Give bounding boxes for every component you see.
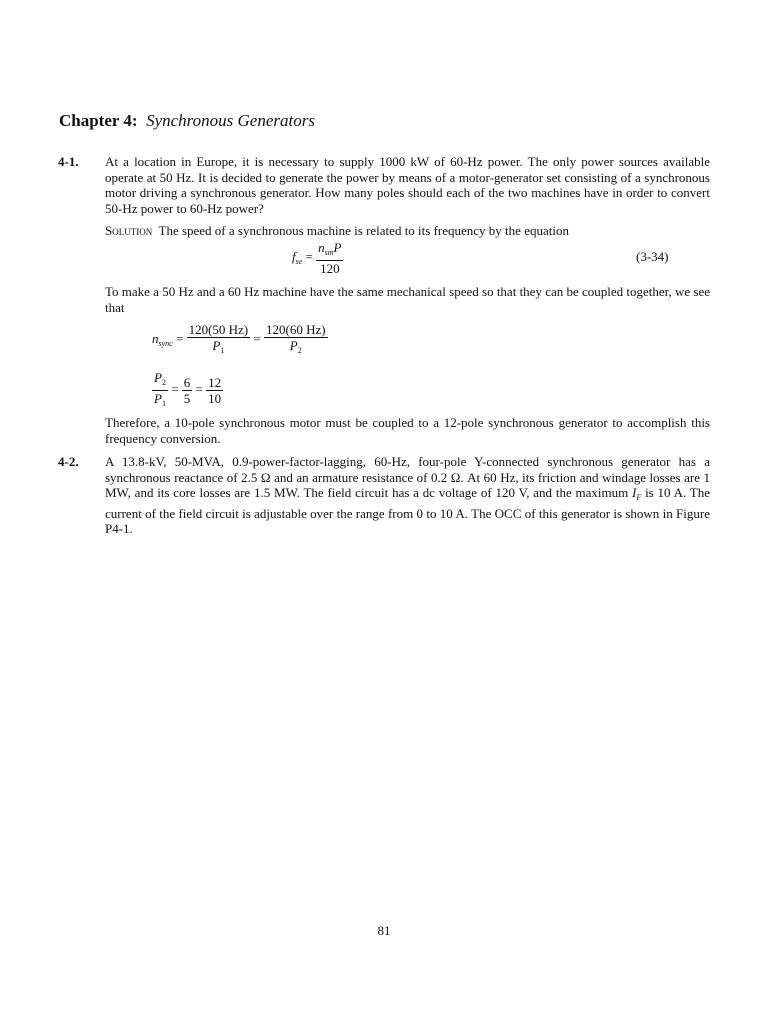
eq-subscript: sync <box>158 338 173 348</box>
eq-variable: P <box>212 338 221 353</box>
solution-label: Solution <box>105 223 153 238</box>
equation-number: (3-34) <box>636 249 669 264</box>
eq-subscript: sm <box>324 248 334 257</box>
eq-variable: P <box>154 370 162 385</box>
fraction <box>316 240 343 276</box>
equation-pole-ratio <box>152 370 223 411</box>
paragraph-coupling: To make a 50 Hz and a 60 Hz machine have the same mechanical speed so that they can be coupled together, we see that <box>105 284 710 315</box>
chapter-colon: : <box>131 111 138 130</box>
eq-subscript: 2 <box>161 378 166 387</box>
equals-sign: = <box>175 330 184 346</box>
eq-subscript: F <box>636 493 642 503</box>
eq-subscript: 2 <box>297 346 302 355</box>
eq-variable: I <box>632 485 637 501</box>
eq-subscript: se <box>295 256 303 266</box>
eq-variable: P <box>154 391 162 406</box>
fraction-numerator: 120(60 Hz) <box>265 322 326 337</box>
eq-variable: P <box>333 240 342 255</box>
equals-sign: = <box>305 248 313 264</box>
eq-symbol: n <box>152 330 159 346</box>
problem-statement: At a location in Europe, it is necessary to supply 1000 kW of 60-Hz power. The only power sources available operate at 50 Hz. It is decided to generate the power by means of a motor-generator set consisting of a synchronous motor driving a synchronous generator. How many poles should each of the two machines have in order to convert 50-Hz power to 60-Hz power? <box>105 154 710 216</box>
chapter-title: Synchronous Generators <box>146 111 315 130</box>
fraction <box>182 375 193 406</box>
equals-sign: = <box>253 330 261 346</box>
equals-sign: = <box>195 381 203 397</box>
solution-intro-text: The speed of a synchronous machine is related to its frequency by the equation <box>158 223 569 238</box>
fraction <box>187 322 251 358</box>
eq-subscript: 1 <box>220 346 225 355</box>
fraction <box>206 375 223 406</box>
fraction-denominator <box>264 337 328 358</box>
fraction-numerator: 12 <box>208 375 222 390</box>
equation-3-34 <box>292 240 343 276</box>
fraction <box>152 370 168 411</box>
fraction <box>264 322 328 358</box>
equation-nsync <box>152 322 328 358</box>
solution-intro-paragraph <box>105 223 710 239</box>
fraction-numerator: 6 <box>183 375 191 390</box>
fraction-denominator <box>187 337 251 358</box>
problem-statement <box>105 454 710 537</box>
fraction-numerator <box>316 240 343 260</box>
problem-number: 4-1. <box>58 154 79 169</box>
eq-variable: P <box>289 338 298 353</box>
statement-text: is 10 A. The current of the field circuit is adjustable over the range from 0 to 10 A. The OCC of this generator is shown in Figure P4-1. <box>105 485 711 537</box>
fraction-denominator: 120 <box>316 260 343 276</box>
fraction-denominator: 10 <box>208 391 222 406</box>
fraction-numerator <box>152 370 168 390</box>
chapter-heading <box>59 111 315 131</box>
fraction-denominator: 5 <box>183 391 191 406</box>
paragraph-conclusion: Therefore, a 10-pole synchronous motor must be coupled to a 12-pole synchronous generator to accomplish this frequency conversion. <box>105 415 710 446</box>
equals-sign: = <box>171 381 179 397</box>
eq-symbol: f <box>292 248 296 264</box>
fraction-numerator: 120(50 Hz) <box>188 322 249 337</box>
fraction-denominator <box>152 390 168 411</box>
eq-subscript: 1 <box>161 399 166 408</box>
statement-text: A 13.8-kV, 50-MVA, 0.9-power-factor-lagging, 60-Hz, four-pole Y-connected synchronous generator has a synchronous reactance of 2.5 Ω and an armature resistance of 0.2 Ω. At 60 Hz, its friction and windage losses are 1 MW, and its core losses are 1.5 MW. The field circuit has a dc voltage of 120 V, and the maximum <box>105 454 710 501</box>
page-number: 81 <box>377 923 391 938</box>
chapter-number: Chapter 4 <box>59 111 132 130</box>
problem-number: 4-2. <box>58 454 79 469</box>
eq-symbol: n <box>318 240 325 255</box>
